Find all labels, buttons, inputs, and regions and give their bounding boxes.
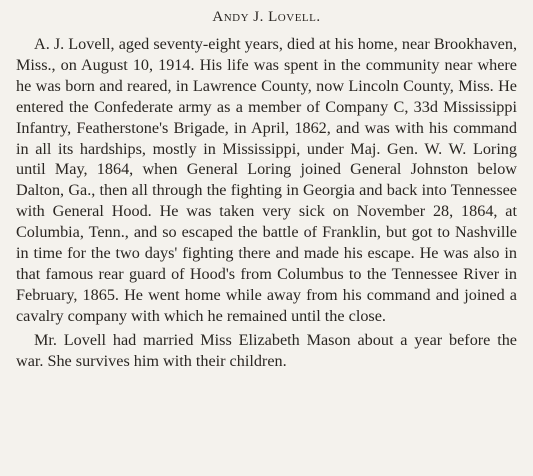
- article-paragraph: A. J. Lovell, aged seventy-eight years, died at his home, near Brookhaven, Miss., on August 10, 1914. His life was spent in the community near where he was born and reared, in Lawrence County, now Lincoln County, Miss. He entered the Confederate army as a member of Company C, 33d Mississippi Infantry, Featherstone's Brigade, in April, 1862, and was with his command in all its hardships, mostly in Mississippi, under Maj. Gen. W. W. Loring until May, 1864, when General Loring joined General Johnston below Dalton, Ga., then all through the fighting in Georgia and back into Tennessee with General Hood. He was taken very sick on November 28, 1864, at Columbia, Tenn., and so escaped the battle of Franklin, but got to Nashville in time for the two days' fighting there and made his escape. He was also in that famous rear guard of Hood's from Columbus to the Tennessee River in February, 1865. He went home while away from his command and joined a cavalry company with which he remained until the close.: [16, 35, 517, 325]
- article-title: Andy J. Lovell.: [212, 9, 321, 25]
- article-paragraph: Mr. Lovell had married Miss Elizabeth Mason about a year before the war. She survives him with their children.: [16, 330, 517, 370]
